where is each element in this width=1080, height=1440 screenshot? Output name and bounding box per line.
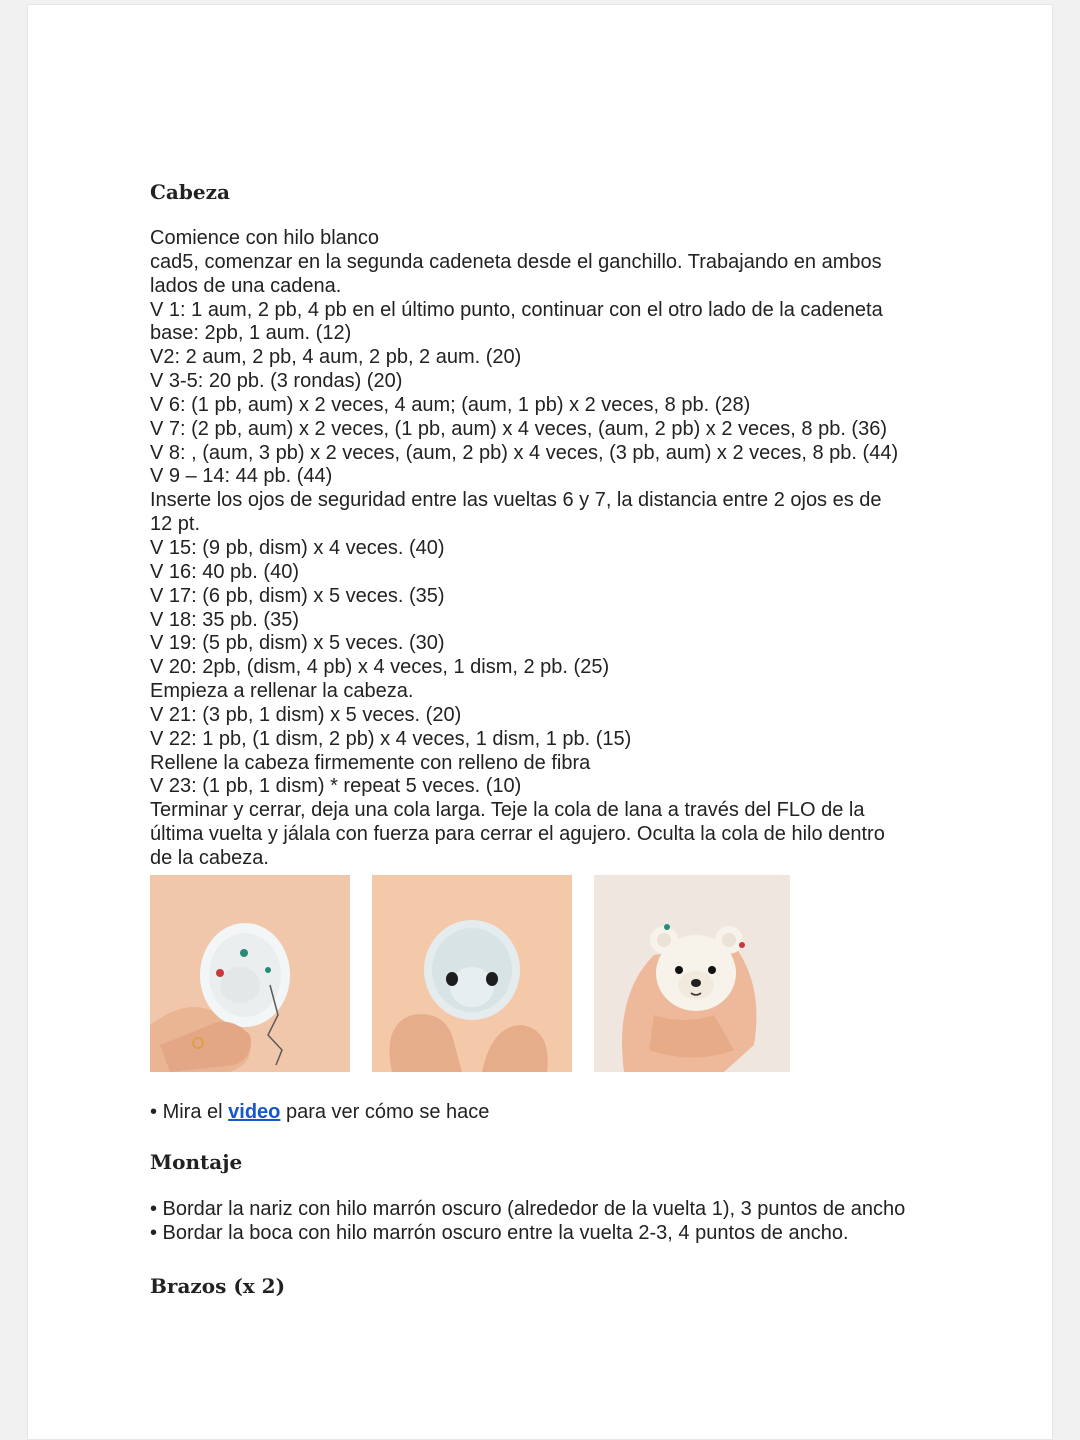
- instruction-line: V 8: , (aum, 3 pb) x 2 veces, (aum, 2 pb) x 4 veces, (3 pb, aum) x 2 veces, 8 pb. (44): [150, 441, 899, 464]
- instruction-line: V 9 – 14: 44 pb. (44): [150, 465, 333, 488]
- instruction-line: V 1: 1 aum, 2 pb, 4 pb en el último punto, continuar con el otro lado de la cadeneta: [150, 298, 883, 321]
- photo-finished-bear-head-graphic: [594, 875, 790, 1072]
- bullet-marker: •: [150, 1100, 158, 1123]
- instruction-line: de la cabeza.: [150, 846, 269, 869]
- section-title-brazos: Brazos (x 2): [150, 1273, 286, 1298]
- instruction-line: Empieza a rellenar la cabeza.: [150, 680, 414, 703]
- photo-finished-bear-head: [594, 875, 790, 1072]
- section-title-montaje: Montaje: [150, 1149, 243, 1174]
- document-content: [150, 177, 950, 1301]
- video-note: [150, 1100, 950, 1124]
- instruction-line: Inserte los ojos de seguridad entre las vueltas 6 y 7, la distancia entre 2 ojos es de: [150, 489, 882, 512]
- video-note-after: para ver cómo se hace: [285, 1100, 490, 1123]
- list-item: • Bordar la boca con hilo marrón oscuro entre la vuelta 2-3, 4 puntos de ancho.: [150, 1221, 849, 1244]
- instruction-line: V2: 2 aum, 2 pb, 4 aum, 2 pb, 2 aum. (20): [150, 346, 522, 369]
- instruction-line: lados de una cadena.: [150, 274, 342, 297]
- montaje-list: [150, 1197, 950, 1245]
- instruction-line: última vuelta y jálala con fuerza para cerrar el agujero. Oculta la cola de hilo dentro: [150, 823, 885, 846]
- photo-row: [150, 875, 950, 1072]
- instruction-line: V 17: (6 pb, dism) x 5 veces. (35): [150, 584, 445, 607]
- instruction-line: V 22: 1 pb, (1 dism, 2 pb) x 4 veces, 1 dism, 1 pb. (15): [150, 727, 632, 750]
- instruction-line: Rellene la cabeza firmemente con relleno de fibra: [150, 751, 591, 774]
- instruction-line: V 23: (1 pb, 1 dism) * repeat 5 veces. (10): [150, 775, 522, 798]
- instruction-line: V 19: (5 pb, dism) x 5 veces. (30): [150, 632, 445, 655]
- instruction-line: 12 pt.: [150, 513, 201, 536]
- instruction-line: Terminar y cerrar, deja una cola larga. Teje la cola de lana a través del FLO de la: [150, 799, 865, 822]
- cabeza-instructions: [150, 227, 950, 871]
- photo-head-with-eyes: [372, 875, 572, 1072]
- video-note-before: Mira el: [162, 1100, 223, 1123]
- instruction-line: V 20: 2pb, (dism, 4 pb) x 4 veces, 1 dism, 2 pb. (25): [150, 656, 610, 679]
- photo-head-with-eyes-graphic: [372, 875, 572, 1072]
- instruction-line: V 15: (9 pb, dism) x 4 veces. (40): [150, 536, 445, 559]
- photo-head-with-pins-graphic: [150, 875, 350, 1072]
- instruction-line: cad5, comenzar en la segunda cadeneta desde el ganchillo. Trabajando en ambos: [150, 250, 882, 273]
- list-item: • Bordar la nariz con hilo marrón oscuro (alrededor de la vuelta 1), 3 puntos de ancho: [150, 1197, 906, 1220]
- instruction-line: V 7: (2 pb, aum) x 2 veces, (1 pb, aum) x 4 veces, (aum, 2 pb) x 2 veces, 8 pb. (36): [150, 417, 887, 440]
- instruction-line: base: 2pb, 1 aum. (12): [150, 322, 352, 345]
- photo-head-with-pins: [150, 875, 350, 1072]
- instruction-line: V 6: (1 pb, aum) x 2 veces, 4 aum; (aum, 1 pb) x 2 veces, 8 pb. (28): [150, 393, 751, 416]
- instruction-line: V 21: (3 pb, 1 dism) x 5 veces. (20): [150, 703, 462, 726]
- instruction-line: V 16: 40 pb. (40): [150, 560, 299, 583]
- instruction-line: V 18: 35 pb. (35): [150, 608, 299, 631]
- instruction-line: Comience con hilo blanco: [150, 227, 380, 249]
- document-page: [27, 4, 1053, 1440]
- video-link[interactable]: video: [228, 1100, 281, 1123]
- section-title-cabeza: Cabeza: [150, 180, 230, 204]
- instruction-line: V 3-5: 20 pb. (3 rondas) (20): [150, 370, 403, 393]
